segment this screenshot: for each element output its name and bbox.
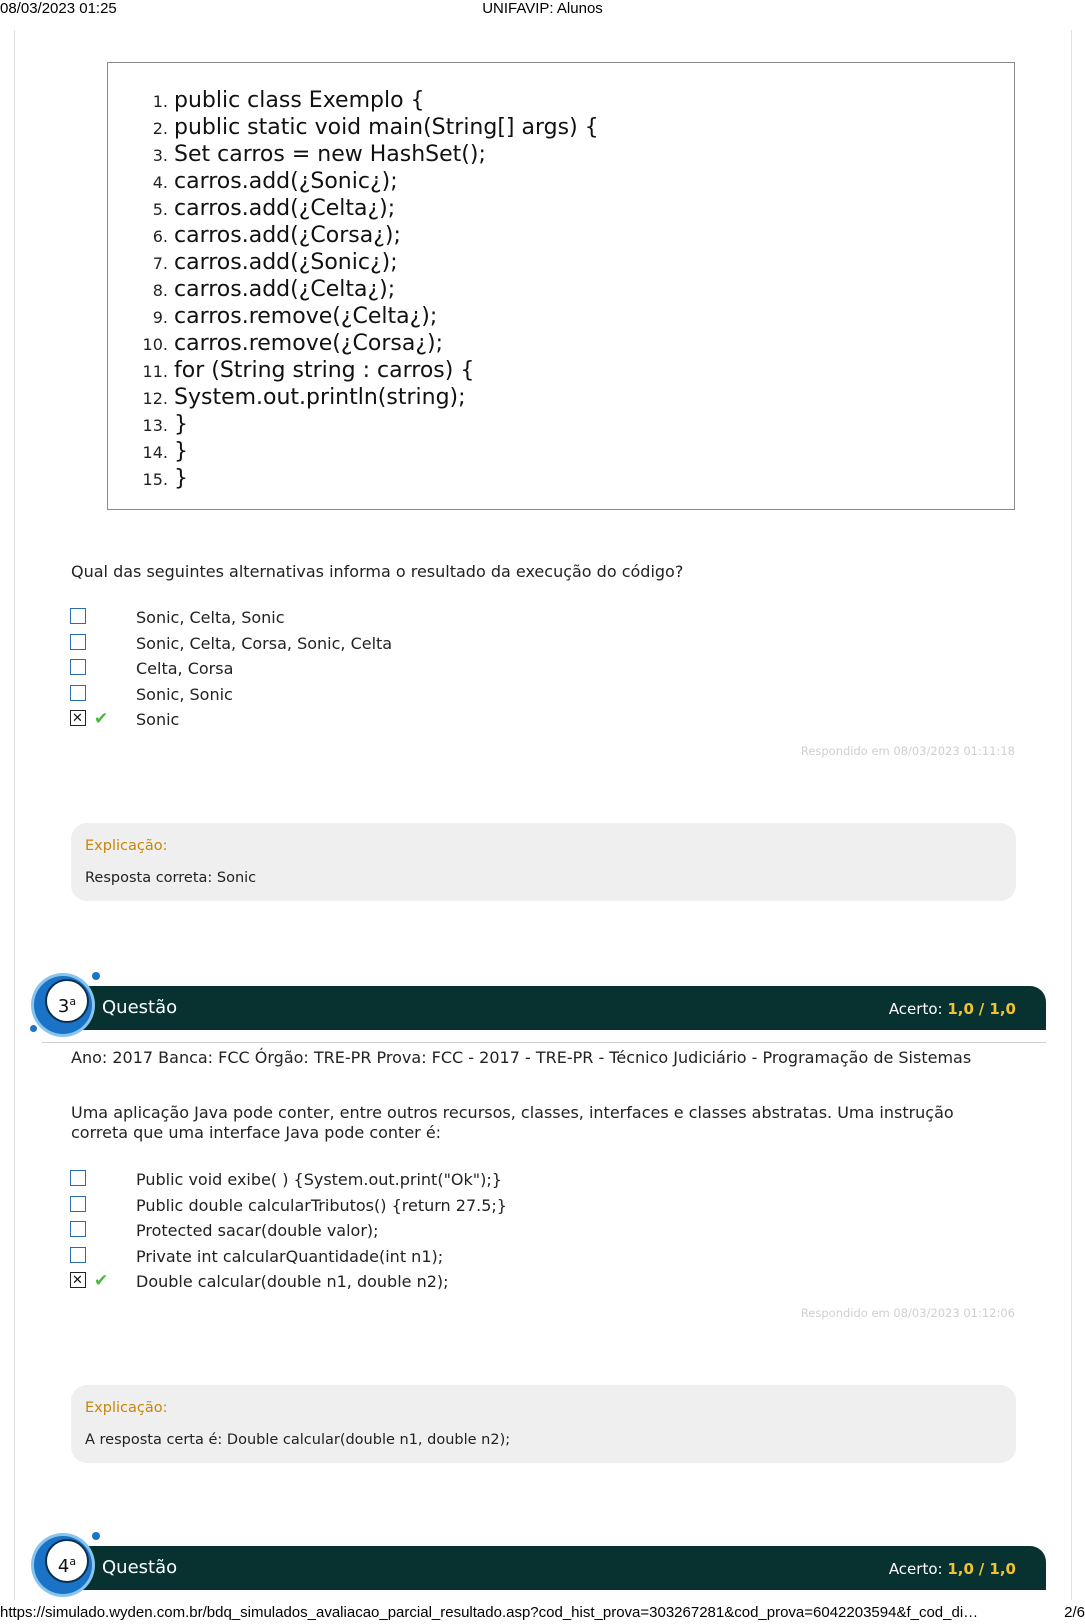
code-line-text: }	[174, 466, 188, 491]
code-line-text: Set carros = new HashSet();	[174, 142, 486, 167]
q4-score	[889, 1560, 1016, 1578]
code-line-number: 3.	[152, 146, 168, 165]
code-line	[138, 384, 599, 411]
code-line-number: 6.	[152, 227, 168, 246]
code-line-text: carros.remove(¿Corsa¿);	[174, 331, 443, 356]
q3-score-label: Acerto:	[888, 1000, 943, 1018]
print-date: 08/03/2023 01:25	[0, 0, 117, 17]
code-line-text: public class Exemplo {	[174, 88, 425, 113]
q3-explanation-text: A resposta certa é: Double calcular(double n1, double n2);	[85, 1432, 511, 1448]
q3-answered-time: Respondido em 08/03/2023 01:12:06	[800, 1306, 1015, 1320]
q3-header-bar	[30, 980, 1046, 1026]
q4-score-label: Acerto:	[888, 1560, 943, 1578]
code-line-number: 14.	[142, 443, 168, 462]
code-line-text: carros.add(¿Corsa¿);	[174, 223, 401, 248]
q4-badge-ring	[34, 1536, 92, 1594]
checkbox-icon[interactable]	[70, 1196, 86, 1212]
code-line	[138, 465, 599, 492]
code-line-number: 15.	[142, 470, 168, 489]
code-line-text: }	[174, 439, 188, 464]
print-header	[0, 0, 1085, 18]
code-line	[138, 411, 599, 438]
answer-option-label: Protected sacar(double valor);	[136, 1221, 379, 1241]
answer-option-label: Sonic, Celta, Corsa, Sonic, Celta	[136, 633, 393, 653]
code-line-text: public static void main(String[] args) {	[174, 115, 599, 140]
correct-check-icon: ✔	[94, 1271, 109, 1292]
code-line	[138, 87, 599, 114]
correct-check-icon: ✔	[94, 709, 109, 730]
print-site-title: UNIFAVIP: Alunos	[482, 0, 603, 17]
answer-option-label: Celta, Corsa	[136, 659, 234, 679]
q2-explanation-title: Explicação:	[85, 838, 168, 854]
q3-badge-ring	[34, 976, 92, 1034]
answer-option-label: Sonic, Sonic	[136, 684, 233, 704]
code-line	[138, 303, 599, 330]
code-line	[138, 168, 599, 195]
code-line-text: carros.add(¿Sonic¿);	[174, 169, 398, 194]
code-line-text: for (String string : carros) {	[174, 358, 475, 383]
code-line-number: 4.	[152, 173, 168, 192]
q3-decor-dot	[30, 1025, 37, 1032]
q3-label: Questão	[102, 997, 178, 1018]
code-line-text: carros.add(¿Celta¿);	[174, 277, 396, 302]
q3-explanation-title: Explicação:	[85, 1400, 168, 1416]
q3-prompt: Uma aplicação Java pode conter, entre outros recursos, classes, interfaces e classes abstratas. Uma instrução correta que uma interface Java pode conter é:	[71, 1103, 954, 1142]
checkbox-icon[interactable]	[70, 659, 86, 675]
checkbox-icon[interactable]	[70, 634, 86, 650]
answer-option-label: Sonic	[136, 710, 180, 730]
q3-score-max: / 1,0	[978, 1000, 1016, 1018]
q4-decor-dot	[92, 1532, 100, 1540]
q2-explanation	[71, 823, 1016, 901]
q3-number: 3	[57, 996, 70, 1017]
q3-score	[889, 1000, 1016, 1018]
q4-number-badge	[45, 1539, 89, 1583]
q2-explanation-text: Resposta correta: Sonic	[85, 870, 257, 886]
print-url: https://simulado.wyden.com.br/bdq_simulados_avaliacao_parcial_resultado.asp?cod_hist_prova=303267281&cod_prova=6042203594&f_cod_di…	[0, 1604, 979, 1621]
code-line	[138, 222, 599, 249]
code-line	[138, 276, 599, 303]
checked-checkbox-icon[interactable]	[70, 710, 86, 726]
q3-meta: Ano: 2017 Banca: FCC Órgão: TRE-PR Prova: FCC - 2017 - TRE-PR - Técnico Judiciário - Programação de Sistemas	[71, 1048, 972, 1067]
answer-option-label: Public double calcularTributos() {return 27.5;}	[136, 1195, 507, 1215]
q4-ordinal: a	[69, 1555, 77, 1568]
code-line-number: 2.	[152, 119, 168, 138]
code-line	[138, 114, 599, 141]
code-line-number: 10.	[142, 335, 168, 354]
q4-score-value: 1,0	[947, 1560, 974, 1578]
answer-option-label: Public void exibe( ) {System.out.print("Ok");}	[136, 1170, 502, 1189]
q4-label: Questão	[102, 1557, 178, 1578]
checked-checkbox-icon[interactable]	[70, 1272, 86, 1288]
code-line-number: 7.	[152, 254, 168, 273]
code-line-number: 8.	[152, 281, 168, 300]
answer-option-label: Private int calcularQuantidade(int n1);	[136, 1246, 444, 1266]
checkbox-icon[interactable]	[70, 1170, 86, 1186]
print-footer	[0, 1604, 1085, 1624]
code-line-number: 13.	[142, 416, 168, 435]
q2-answered-time: Respondido em 08/03/2023 01:11:18	[800, 744, 1015, 758]
code-line-number: 1.	[152, 92, 168, 111]
q4-score-max: / 1,0	[978, 1560, 1016, 1578]
code-line-text: }	[174, 412, 188, 437]
q3-ordinal: a	[69, 995, 77, 1008]
code-listing	[107, 62, 1015, 510]
q3-explanation	[71, 1385, 1016, 1463]
code-line	[138, 249, 599, 276]
answer-option-label: Sonic, Celta, Sonic	[136, 608, 285, 627]
q4-header-bar	[30, 1540, 1046, 1586]
code-line	[138, 438, 599, 465]
q2-prompt: Qual das seguintes alternativas informa o resultado da execução do código?	[71, 562, 684, 581]
code-line	[138, 330, 599, 357]
code-lines	[138, 87, 599, 492]
code-line	[138, 141, 599, 168]
code-line-text: carros.add(¿Celta¿);	[174, 196, 396, 221]
q3-decor-dot	[92, 972, 100, 980]
code-line-number: 12.	[142, 389, 168, 408]
code-line	[138, 195, 599, 222]
code-line-number: 5.	[152, 200, 168, 219]
code-line-text: carros.add(¿Sonic¿);	[174, 250, 398, 275]
q3-number-badge	[45, 979, 89, 1023]
checkbox-icon[interactable]	[70, 1221, 86, 1237]
checkbox-icon[interactable]	[70, 685, 86, 701]
code-line-text: carros.remove(¿Celta¿);	[174, 304, 438, 329]
checkbox-icon[interactable]	[70, 1247, 86, 1263]
checkbox-icon[interactable]	[70, 608, 86, 624]
print-page-number: 2/6	[1064, 1604, 1085, 1621]
code-line-number: 9.	[152, 308, 168, 327]
q3-divider	[42, 1042, 1046, 1043]
code-line-number: 11.	[142, 362, 168, 381]
q3-score-value: 1,0	[947, 1000, 974, 1018]
answer-option-label: Double calcular(double n1, double n2);	[136, 1272, 449, 1292]
code-line-text: System.out.println(string);	[174, 385, 466, 410]
code-line	[138, 357, 599, 384]
q4-number: 4	[57, 1556, 70, 1577]
